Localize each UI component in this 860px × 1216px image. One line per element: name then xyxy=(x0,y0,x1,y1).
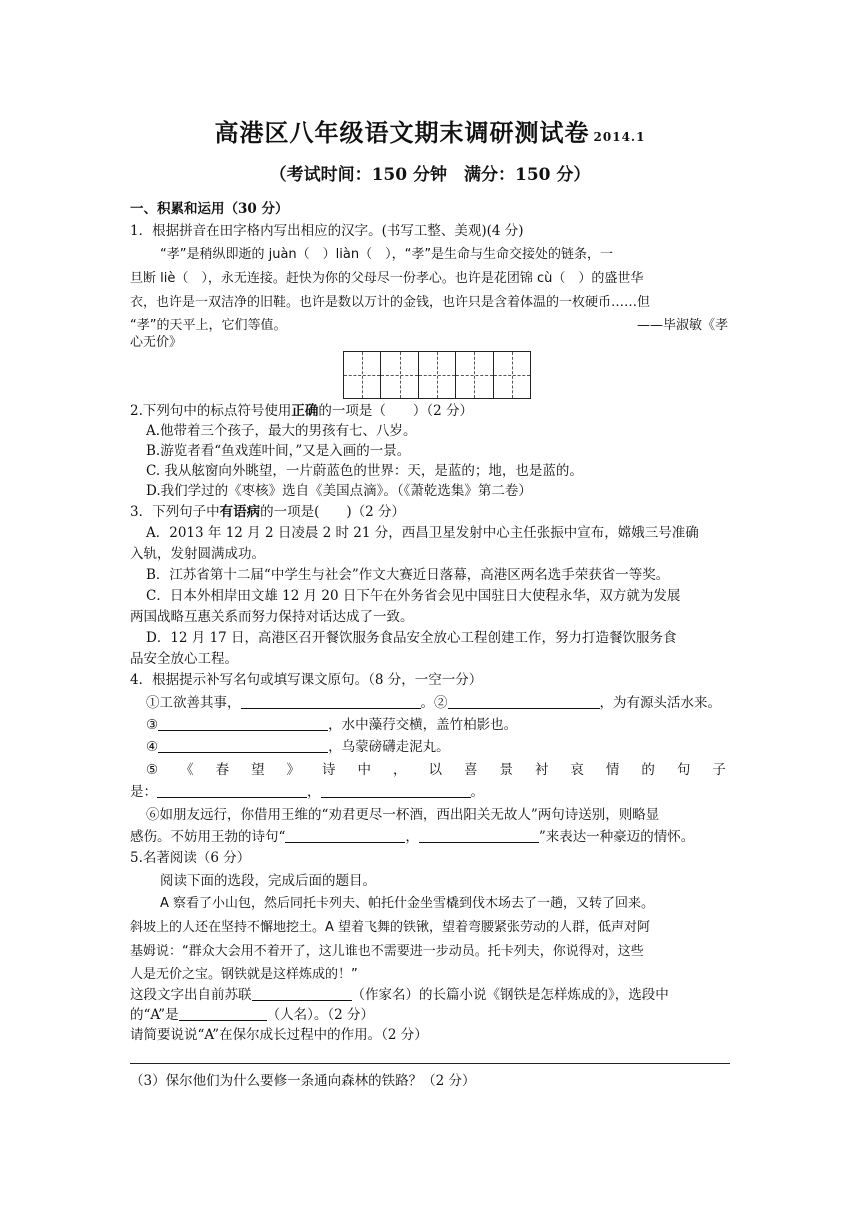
q4-char: 情 xyxy=(605,762,620,778)
q4-item-3 xyxy=(146,716,746,734)
q3-option-line: 入轨，发射圆满成功。 xyxy=(130,546,265,562)
q2-option-b: B.游览者看“鱼戏莲叶间，”又是入画的一景。 xyxy=(146,443,411,459)
q2-prompt-part: 的一项是（ ）（2 分） xyxy=(318,403,474,419)
q4-text: 是： xyxy=(130,784,157,800)
q3-option-line: 两国战略互惠关系而努力保持对话达成了一致。 xyxy=(130,609,414,625)
q5-intro: 阅读下面的选段，完成后面的题目。 xyxy=(160,873,376,889)
q5-text: （作家名）的长篇小说《钢铁是怎样炼成的》，选段中 xyxy=(351,987,669,1003)
q4-char: ， xyxy=(393,762,407,778)
q4-item-1 xyxy=(146,694,746,712)
q4-item-6-cont xyxy=(130,828,730,846)
q4-char: 子 xyxy=(712,762,726,778)
q4-char: 句 xyxy=(676,762,691,778)
q4-char: 中 xyxy=(357,762,372,778)
q2-option-c: C. 我从舷窗向外眺望，一片蔚蓝色的世界：天，是蓝的；地，也是蓝的。 xyxy=(146,463,583,479)
q5-question-2: 请简要说说“A”在保尔成长过程中的作用。（2 分） xyxy=(130,1027,428,1043)
q4-char: ⑤ xyxy=(146,762,159,778)
q2-prompt-emphasis: 正确 xyxy=(291,403,319,419)
q3-prompt-part: 的一项是( )（2 分） xyxy=(260,504,406,520)
q5-text: 这段文字出自前苏联 xyxy=(130,987,252,1003)
q4-item-4 xyxy=(146,738,746,756)
q3-prompt-part: 3．下列句子中 xyxy=(130,504,220,520)
q1-passage-line: 旦断 liè（ ），永无连接。赶快为你的父母尽一份孝心。也许是花团锦 cù（ ）的盛世华 xyxy=(130,271,644,286)
q4-text: ，水中藻荇交横，盖竹柏影也。 xyxy=(328,717,518,733)
q4-prompt: 4．根据提示补写名句或填写课文原句。（8 分，一空一分） xyxy=(130,672,483,688)
exam-title xyxy=(0,113,860,148)
q4-text: ， xyxy=(307,784,321,800)
q4-item-5 xyxy=(146,761,726,779)
q5-question-1-cont xyxy=(130,1006,730,1024)
q4-text: ”来表达一种豪迈的情怀。 xyxy=(538,829,695,845)
q4-text: ，乌蒙磅礴走泥丸。 xyxy=(328,739,450,755)
q4-text: 感伤。不妨用王勃的诗句“ xyxy=(130,829,286,845)
q1-passage-line: “孝”是稍纵即逝的 juàn（ ）liàn（ ），“孝”是生命与生命交接处的链条，一 xyxy=(160,247,614,262)
grid-cell[interactable] xyxy=(381,352,418,398)
q4-char: 诗 xyxy=(322,762,336,778)
q3-prompt xyxy=(130,503,730,521)
answer-blank[interactable] xyxy=(252,986,352,1001)
q5-prompt: 5.名著阅读（6 分） xyxy=(130,850,251,866)
q4-text: 。 xyxy=(470,784,484,800)
q4-char: 哀 xyxy=(570,762,584,778)
q4-text: ①工欲善其事， xyxy=(146,695,241,711)
q4-text: ，为有源头活水来。 xyxy=(599,695,721,711)
title-date: 2014.1 xyxy=(593,130,646,144)
q4-char: 喜 xyxy=(463,762,478,778)
grid-cell[interactable] xyxy=(456,352,493,398)
answer-blank[interactable] xyxy=(241,694,421,709)
grid-cell[interactable] xyxy=(494,352,530,398)
grid-cell[interactable] xyxy=(419,352,456,398)
q5-passage-line: A 察看了小山包，然后同托卡列夫、帕托什金坐雪橇到伐木场去了一趟，又转了回来。 xyxy=(160,896,655,911)
q5-passage-line: 人是无价之宝。钢铁就是这样炼成的！” xyxy=(130,967,358,982)
q1-passage-line: “孝”的天平上，它们等值。 xyxy=(130,318,287,333)
tianzi-grid[interactable] xyxy=(343,351,531,399)
q1-passage-line: 衣，也许是一双洁净的旧鞋。也许是数以万计的金钱，也许只是含着体温的一枚硬币……但 xyxy=(130,295,651,310)
q4-char: 衬 xyxy=(534,762,549,778)
title-text: 高港区八年级语文期末调研测试卷 xyxy=(214,118,590,147)
q4-char: 以 xyxy=(428,762,442,778)
answer-blank[interactable] xyxy=(158,738,328,753)
answer-blank[interactable] xyxy=(419,828,539,843)
answer-blank[interactable] xyxy=(285,828,405,843)
grid-cell[interactable] xyxy=(344,352,381,398)
q4-char: 景 xyxy=(499,762,513,778)
answer-line[interactable] xyxy=(130,1063,730,1064)
q4-char: 《 xyxy=(180,762,194,778)
q5-question-1 xyxy=(130,986,730,1004)
q4-char: 望 xyxy=(251,762,265,778)
q4-item-5-answer xyxy=(130,783,730,801)
q3-option-line: D．12 月 17 日，高港区召开餐饮服务食品安全放心工程创建工作，努力打造餐饮服务食 xyxy=(146,630,677,646)
q3-prompt-emphasis: 有语病 xyxy=(219,504,261,520)
q2-option-a: A.他带着三个孩子，最大的男孩有七、八岁。 xyxy=(146,423,417,439)
q5-text: （人名）。（2 分） xyxy=(266,1007,374,1023)
q3-option-line: B．江苏省第十二届“中学生与社会”作文大赛近日落幕，高港区两名选手荣获省一等奖。 xyxy=(146,567,670,583)
q4-text: ④ xyxy=(146,739,159,755)
q5-text: 的“A”是 xyxy=(130,1007,179,1023)
q2-prompt xyxy=(130,402,730,420)
q4-char: 的 xyxy=(641,762,655,778)
q3-option-line: A．2013 年 12 月 2 日凌晨 2 时 21 分，西昌卫星发射中心主任张振中宣布，嫦娥三号准确 xyxy=(146,525,699,541)
q4-char: 》 xyxy=(286,762,301,778)
q4-text: ， xyxy=(405,829,419,845)
q4-text: ③ xyxy=(146,717,159,733)
q5-question-3: （3）保尔他们为什么要修一条通向森林的铁路？（2 分） xyxy=(130,1073,476,1089)
answer-blank[interactable] xyxy=(321,783,471,798)
q4-item-6: ⑥如朋友远行，你借用王维的“劝君更尽一杯酒，西出阳关无故人”两句诗送别，则略显 xyxy=(146,807,660,823)
q4-char: 春 xyxy=(215,762,230,778)
answer-blank[interactable] xyxy=(157,783,307,798)
q1-prompt: 1．根据拼音在田字格内写出相应的汉字。(书写工整、美观)(4 分) xyxy=(130,223,524,239)
q3-option-line: 品安全放心工程。 xyxy=(130,651,238,667)
q4-text: 。② xyxy=(420,695,448,711)
answer-blank[interactable] xyxy=(448,694,600,709)
q1-source-cont: 心无价》 xyxy=(130,335,183,350)
answer-blank[interactable] xyxy=(179,1006,267,1021)
q1-source: ——毕淑敏《孝 xyxy=(636,318,728,333)
exam-subtitle: （考试时间：150 分钟 满分：150 分） xyxy=(269,165,591,185)
q2-option-d: D.我们学过的《枣核》选自《美国点滴》。（《萧乾选集》第二卷） xyxy=(146,483,532,499)
answer-blank[interactable] xyxy=(158,716,328,731)
q5-passage-line: 斜坡上的人还在坚持不懈地挖土。A 望着飞舞的铁锹，望着弯腰紧张劳动的人群，低声对阿 xyxy=(130,920,651,935)
q5-passage-line: 基姆说：“群众大会用不着开了，这儿谁也不需要进一步动员。托卡列夫，你说得对，这些 xyxy=(130,944,644,959)
section-heading: 一、积累和运用（30 分） xyxy=(130,201,289,217)
q2-prompt-part: 2.下列句中的标点符号使用 xyxy=(130,403,292,419)
q3-option-line: C．日本外相岸田文雄 12 月 20 日下午在外务省会见中国驻日大使程永华，双方就为发展 xyxy=(146,588,681,604)
